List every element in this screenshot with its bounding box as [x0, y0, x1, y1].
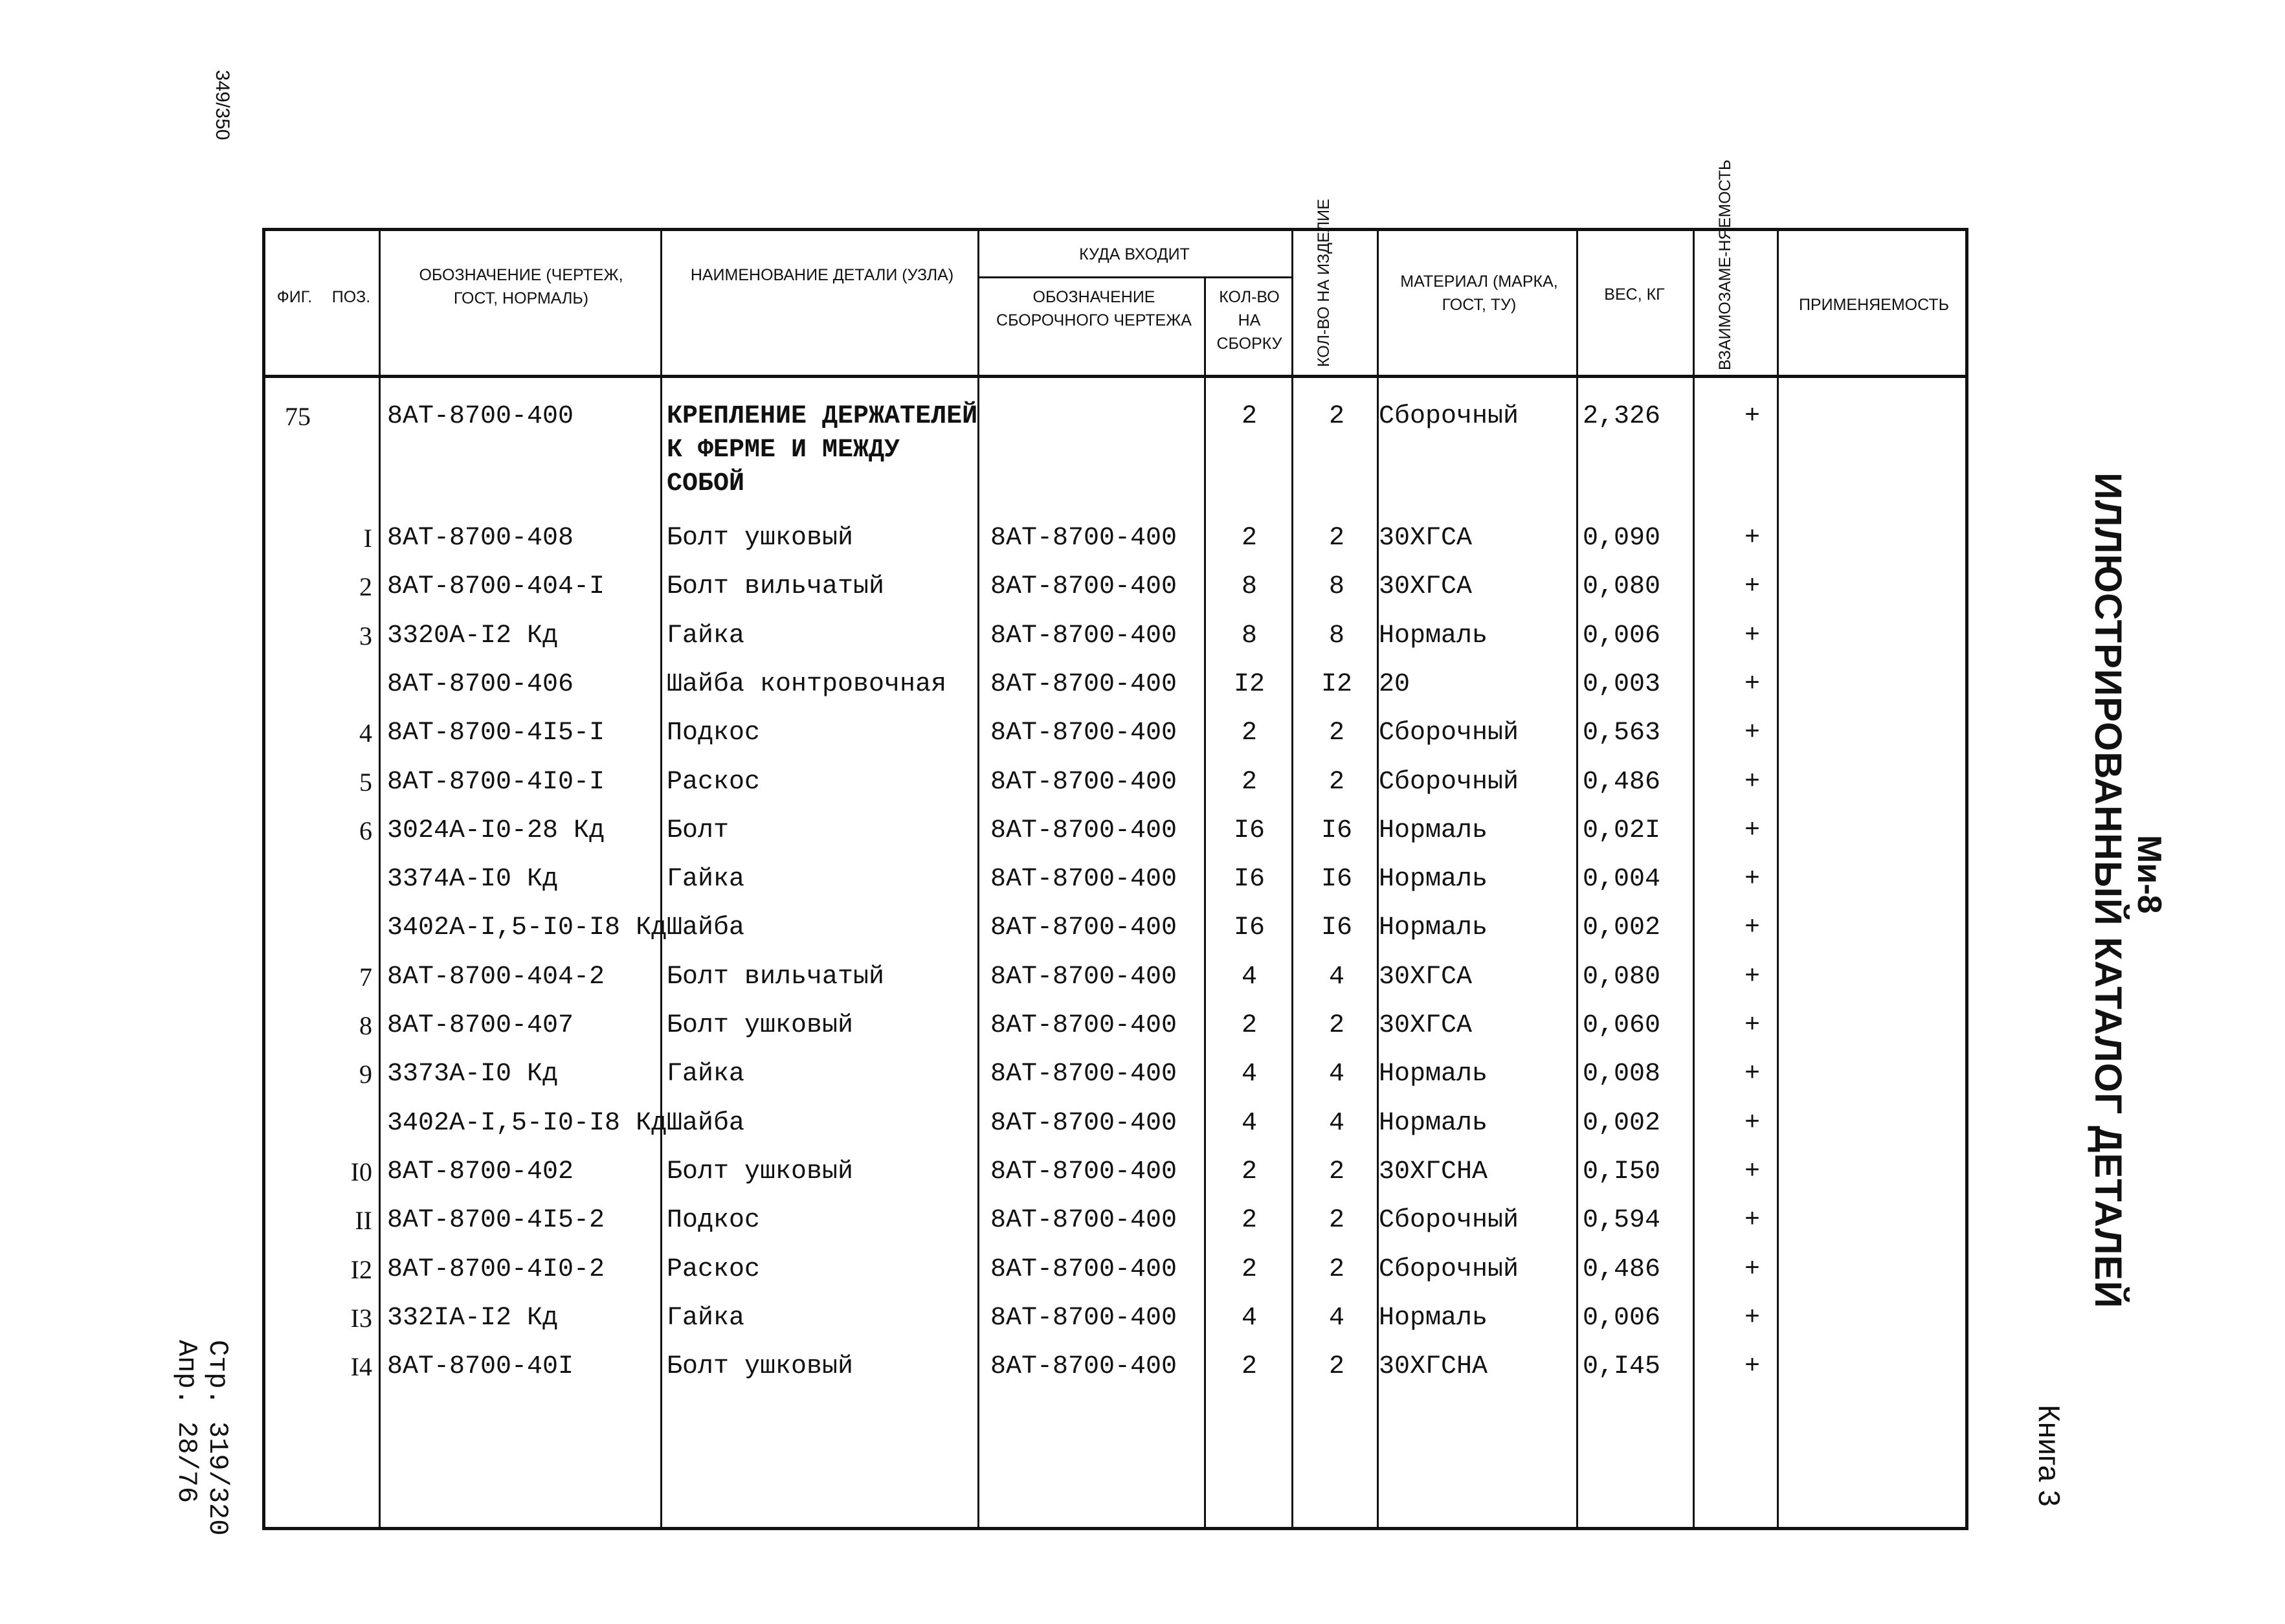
row-material: 20: [1379, 670, 1410, 699]
row-weight: 0,004: [1583, 865, 1661, 894]
row-weight: 0,I45: [1583, 1352, 1661, 1381]
header-assembly: ОБОЗНАЧЕНИЕ СБОРОЧНОГО ЧЕРТЕЖА: [996, 288, 1192, 329]
row-material: Сборочный: [1379, 718, 1519, 748]
row-assembly: 8АТ-8700-400: [990, 913, 1177, 942]
row-code: 8АТ-8700-4I5-2: [387, 1206, 605, 1235]
row-pos: I2: [350, 1255, 372, 1284]
row-pos: 6: [359, 816, 372, 845]
row-interchange: +: [1744, 1206, 1760, 1235]
row-interchange: +: [1744, 718, 1760, 748]
row-qty-assembly: 2: [1241, 768, 1257, 797]
row-interchange: +: [1744, 865, 1760, 894]
row-material: 30ХГСА: [1379, 962, 1473, 992]
parts-table: [262, 159, 1968, 1530]
row-code: 3402А-I,5-I0-I8 Кд: [387, 913, 667, 942]
row-weight: 0,002: [1583, 913, 1661, 942]
row-qty-assembly: I6: [1233, 865, 1265, 894]
row-weight: 0,060: [1583, 1011, 1661, 1040]
row-assembly: 8АТ-8700-400: [990, 816, 1177, 845]
row-code: 8АТ-8700-40I: [387, 1352, 574, 1381]
row-qty-item: 4: [1328, 1109, 1344, 1138]
row-qty-assembly: 4: [1241, 962, 1257, 992]
row-weight: 0,486: [1583, 1255, 1661, 1284]
row-qty-item: I2: [1321, 670, 1352, 699]
row-code: 3320А-I2 Кд: [387, 621, 559, 651]
row-qty-item: I6: [1321, 913, 1352, 942]
row-qty-assembly: 4: [1241, 1109, 1257, 1138]
row-weight: 0,002: [1583, 1109, 1661, 1138]
row-name: Болт ушковый: [667, 1011, 854, 1040]
row-name: Шайба: [667, 913, 745, 942]
row-qty-assembly: 8: [1241, 621, 1257, 651]
sheet-number: 349/350: [212, 70, 233, 140]
row-code: 3402А-I,5-I0-I8 Кд: [387, 1109, 667, 1138]
row-weight: 0,486: [1583, 768, 1661, 797]
row-interchange: +: [1744, 1011, 1760, 1040]
row-code: 3373А-I0 Кд: [387, 1060, 559, 1089]
row-material: 30ХГСА: [1379, 1011, 1473, 1040]
row-qty-assembly: 8: [1241, 572, 1257, 601]
row-interchange: +: [1744, 524, 1760, 553]
header-fig: ФИГ.: [276, 288, 313, 306]
main-row-code: 8АТ-8700-400: [387, 402, 574, 431]
row-interchange: +: [1744, 962, 1760, 992]
row-name: Гайка: [667, 1304, 745, 1333]
header-qty-item: КОЛ-ВО НА ИЗДЕЛИЕ: [1315, 199, 1333, 367]
row-interchange: +: [1744, 621, 1760, 651]
row-material: Сборочный: [1379, 1255, 1519, 1284]
row-pos: I: [363, 524, 372, 553]
book-label: Книга 3: [2033, 1405, 2066, 1507]
row-code: 8АТ-8700-406: [387, 670, 574, 699]
header-qty-assembly: КОЛ-ВО НА СБОРКУ: [1216, 288, 1282, 353]
row-material: 30ХГСА: [1379, 524, 1473, 553]
row-material: 30ХГСА: [1379, 572, 1473, 601]
row-material: Нормаль: [1379, 816, 1488, 845]
main-row-name-line-3: СОБОЙ: [667, 469, 745, 498]
row-weight: 0,006: [1583, 1304, 1661, 1333]
row-material: 30ХГСНА: [1379, 1352, 1488, 1381]
header-interchange: ВЗАИМОЗАМЕ-НЯЕМОСТЬ: [1716, 159, 1734, 370]
row-weight: 0,003: [1583, 670, 1661, 699]
row-pos: I3: [350, 1304, 372, 1333]
row-material: 30ХГСНА: [1379, 1157, 1488, 1186]
row-qty-assembly: 2: [1241, 524, 1257, 553]
row-assembly: 8АТ-8700-400: [990, 1255, 1177, 1284]
row-name: Болт вильчатый: [667, 962, 885, 992]
header-weight: ВЕС, КГ: [1604, 285, 1665, 304]
row-code: 8АТ-8700-408: [387, 524, 574, 553]
row-name: Болт: [667, 816, 730, 845]
row-weight: 0,008: [1583, 1060, 1661, 1089]
row-qty-item: 2: [1328, 524, 1344, 553]
row-material: Нормаль: [1379, 621, 1488, 651]
row-weight: 0,594: [1583, 1206, 1661, 1235]
main-row-qty-assembly: 2: [1241, 402, 1257, 431]
row-qty-assembly: 4: [1241, 1304, 1257, 1333]
main-row-weight: 2,326: [1583, 402, 1661, 431]
row-interchange: +: [1744, 913, 1760, 942]
row-qty-assembly: 2: [1241, 1255, 1257, 1284]
row-weight: 0,006: [1583, 621, 1661, 651]
row-interchange: +: [1744, 768, 1760, 797]
row-qty-item: 4: [1328, 962, 1344, 992]
row-assembly: 8АТ-8700-400: [990, 768, 1177, 797]
row-interchange: +: [1744, 1157, 1760, 1186]
row-assembly: 8АТ-8700-400: [990, 1157, 1177, 1186]
row-interchange: +: [1744, 1255, 1760, 1284]
row-material: Сборочный: [1379, 768, 1519, 797]
row-assembly: 8АТ-8700-400: [990, 1060, 1177, 1089]
row-pos: 7: [359, 962, 372, 992]
row-code: 8АТ-8700-402: [387, 1157, 574, 1186]
revision-date: Апр. 28/76: [171, 1340, 202, 1504]
row-pos: 3: [359, 621, 372, 651]
row-qty-assembly: I6: [1233, 816, 1265, 845]
main-row-material: Сборочный: [1379, 402, 1519, 431]
row-qty-item: 2: [1328, 1206, 1344, 1235]
row-name: Гайка: [667, 1060, 745, 1089]
row-name: Болт ушковый: [667, 524, 854, 553]
row-assembly: 8АТ-8700-400: [990, 621, 1177, 651]
header-material: МАТЕРИАЛ (МАРКА, ГОСТ, ТУ): [1400, 273, 1558, 314]
row-qty-item: 2: [1328, 718, 1344, 748]
row-material: Нормаль: [1379, 1109, 1488, 1138]
row-interchange: +: [1744, 1109, 1760, 1138]
row-assembly: 8АТ-8700-400: [990, 1011, 1177, 1040]
row-assembly: 8АТ-8700-400: [990, 1304, 1177, 1333]
sheet-number-bottom: 350: [212, 107, 233, 140]
aircraft-model: Ми-8: [2130, 835, 2168, 914]
row-weight: 0,02I: [1583, 816, 1661, 845]
row-qty-assembly: 4: [1241, 1060, 1257, 1089]
header-applicability: ПРИМЕНЯЕМОСТЬ: [1798, 296, 1950, 314]
row-assembly: 8АТ-8700-400: [990, 670, 1177, 699]
row-weight: 0,080: [1583, 962, 1661, 992]
row-pos: II: [355, 1206, 372, 1235]
main-row-fig: 75: [285, 402, 311, 431]
row-pos: I0: [350, 1157, 372, 1186]
main-row-qty-item: 2: [1328, 402, 1344, 431]
row-weight: 0,090: [1583, 524, 1661, 553]
row-name: Раскос: [667, 768, 761, 797]
row-interchange: +: [1744, 1304, 1760, 1333]
row-assembly: 8АТ-8700-400: [990, 1109, 1177, 1138]
sheet-number-top: 349: [212, 70, 233, 103]
row-name: Подкос: [667, 1206, 761, 1235]
row-code: 3024А-I0-28 Кд: [387, 816, 605, 845]
header-pos: ПОЗ.: [331, 288, 371, 306]
row-material: Нормаль: [1379, 913, 1488, 942]
row-qty-item: I6: [1321, 816, 1352, 845]
row-material: Сборочный: [1379, 1206, 1519, 1235]
row-qty-item: I6: [1321, 865, 1352, 894]
row-qty-item: 2: [1328, 1011, 1344, 1040]
row-assembly: 8АТ-8700-400: [990, 1206, 1177, 1235]
row-code: 8АТ-8700-407: [387, 1011, 574, 1040]
row-qty-assembly: 2: [1241, 1157, 1257, 1186]
row-code: 8АТ-8700-4I5-I: [387, 718, 605, 748]
row-pos: 4: [359, 718, 372, 748]
row-qty-assembly: 2: [1241, 718, 1257, 748]
main-row-name-line-1: КРЕПЛЕНИЕ ДЕРЖАТЕЛЕЙ: [667, 402, 978, 431]
row-qty-item: 4: [1328, 1304, 1344, 1333]
row-pos: 8: [359, 1011, 372, 1040]
catalog-title: ИЛЛЮСТРИРОВАННЫЙ КАТАЛОГ ДЕТАЛЕЙ: [2087, 473, 2129, 1309]
row-qty-assembly: I2: [1233, 670, 1265, 699]
row-qty-item: 2: [1328, 1352, 1344, 1381]
row-assembly: 8АТ-8700-400: [990, 865, 1177, 894]
row-interchange: +: [1744, 1060, 1760, 1089]
row-interchange: +: [1744, 816, 1760, 845]
row-code: 8АТ-8700-404-2: [387, 962, 605, 992]
header-name: НАИМЕНОВАНИЕ ДЕТАЛИ (УЗЛА): [690, 266, 954, 284]
row-code: 332IА-I2 Кд: [387, 1304, 559, 1333]
row-pos: 5: [359, 768, 372, 797]
row-qty-assembly: I6: [1233, 913, 1265, 942]
row-qty-assembly: 2: [1241, 1206, 1257, 1235]
row-assembly: 8АТ-8700-400: [990, 572, 1177, 601]
row-weight: 0,080: [1583, 572, 1661, 601]
row-qty-item: 4: [1328, 1060, 1344, 1089]
row-code: 8АТ-8700-4I0-I: [387, 768, 605, 797]
row-material: Нормаль: [1379, 1304, 1488, 1333]
page-number: Стр. 319/320: [202, 1340, 233, 1536]
row-assembly: 8АТ-8700-400: [990, 962, 1177, 992]
row-assembly: 8АТ-8700-400: [990, 718, 1177, 748]
header-goes-into: КУДА ВХОДИТ: [1079, 245, 1190, 263]
row-interchange: +: [1744, 572, 1760, 601]
row-name: Болт ушковый: [667, 1352, 854, 1381]
row-interchange: +: [1744, 670, 1760, 699]
row-qty-item: 8: [1328, 572, 1344, 601]
row-name: Болт ушковый: [667, 1157, 854, 1186]
row-name: Шайба контровочная: [667, 670, 947, 699]
row-qty-item: 8: [1328, 621, 1344, 651]
row-name: Шайба: [667, 1109, 745, 1138]
row-pos: I4: [350, 1352, 372, 1381]
row-qty-item: 2: [1328, 768, 1344, 797]
main-row-interchange: +: [1744, 402, 1760, 431]
row-pos: 9: [359, 1060, 372, 1089]
row-assembly: 8АТ-8700-400: [990, 524, 1177, 553]
row-code: 8АТ-8700-404-I: [387, 572, 605, 601]
row-qty-item: 2: [1328, 1255, 1344, 1284]
row-material: Нормаль: [1379, 1060, 1488, 1089]
row-pos: 2: [359, 572, 372, 601]
row-name: Подкос: [667, 718, 761, 748]
row-name: Болт вильчатый: [667, 572, 885, 601]
row-assembly: 8АТ-8700-400: [990, 1352, 1177, 1381]
header-designation: ОБОЗНАЧЕНИЕ (ЧЕРТЕЖ, ГОСТ, НОРМАЛЬ): [419, 266, 623, 307]
row-name: Гайка: [667, 621, 745, 651]
row-qty-item: 2: [1328, 1157, 1344, 1186]
row-qty-assembly: 2: [1241, 1011, 1257, 1040]
row-code: 3374А-I0 Кд: [387, 865, 559, 894]
main-row-name-line-2: К ФЕРМЕ И МЕЖДУ: [667, 436, 900, 465]
row-code: 8АТ-8700-4I0-2: [387, 1255, 605, 1284]
row-interchange: +: [1744, 1352, 1760, 1381]
row-material: Нормаль: [1379, 865, 1488, 894]
row-name: Раскос: [667, 1255, 761, 1284]
row-weight: 0,563: [1583, 718, 1661, 748]
row-weight: 0,I50: [1583, 1157, 1661, 1186]
row-name: Гайка: [667, 865, 745, 894]
row-qty-assembly: 2: [1241, 1352, 1257, 1381]
